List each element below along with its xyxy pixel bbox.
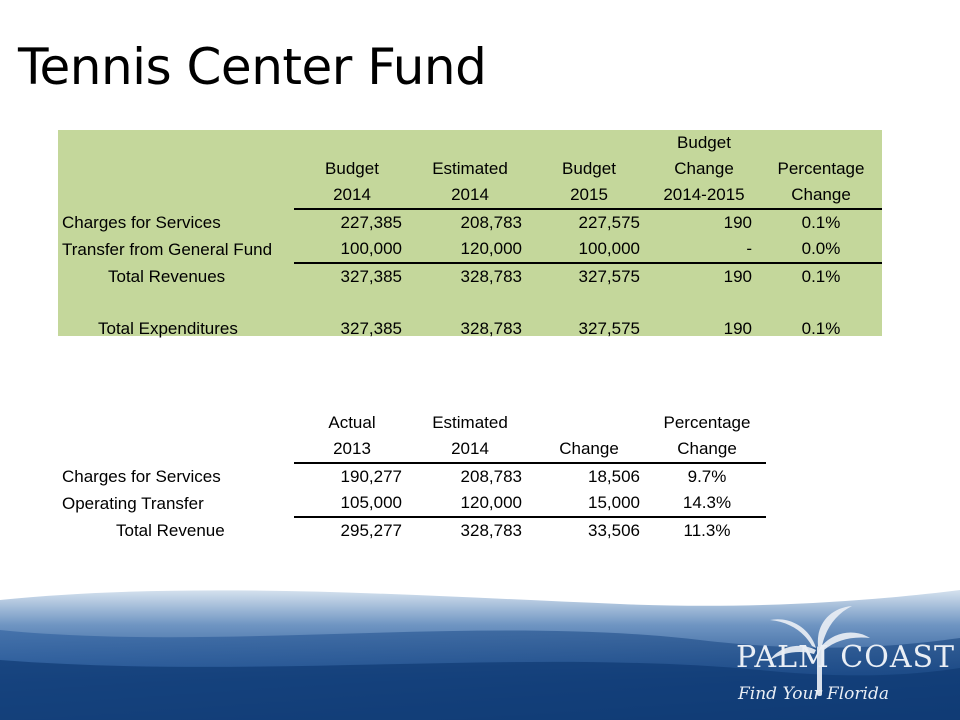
header-cell: 2014-2015	[663, 185, 745, 204]
table-cell: 15,000	[588, 493, 640, 512]
table-cell: 190	[648, 209, 760, 236]
header-cell: Budget	[325, 159, 379, 178]
table-cell: -	[746, 239, 752, 258]
table-cell: 208,783	[410, 209, 530, 236]
table-row	[58, 490, 766, 517]
slide-title: Tennis Center Fund	[18, 38, 487, 96]
header-cell: Actual	[328, 413, 376, 432]
table-cell: 327,575	[578, 319, 640, 338]
header-cell	[760, 130, 882, 156]
table-cell: 327,575	[530, 263, 648, 290]
table-row-total	[58, 517, 766, 544]
header-cell: 2014	[451, 185, 489, 204]
logo-tagline: Find Your Florida	[738, 684, 889, 704]
header-cell: Change	[559, 439, 619, 458]
table-cell: 190,277	[294, 463, 410, 490]
table-cell: 14.3%	[682, 493, 732, 512]
table-cell: 0.0%	[801, 239, 841, 258]
header-cell	[530, 410, 648, 436]
row-label: Operating Transfer	[62, 493, 204, 513]
table-cell: 120,000	[460, 239, 522, 258]
header-cell: Percentage	[777, 159, 865, 178]
header-cell: 2015	[570, 185, 608, 204]
header-cell: Budget	[677, 133, 731, 152]
table-cell: 9.7%	[648, 463, 766, 490]
table-cell: 295,277	[294, 517, 410, 544]
table-cell: 208,783	[410, 463, 530, 490]
header-cell: 2014	[333, 185, 371, 204]
header-cell: Change	[791, 185, 851, 204]
table-row	[58, 236, 882, 263]
header-cell	[58, 436, 294, 463]
table-cell: 227,385	[294, 209, 410, 236]
header-cell	[58, 182, 294, 209]
table-row	[58, 209, 882, 236]
table-cell: 328,783	[410, 517, 530, 544]
header-cell	[58, 156, 294, 182]
revenue-header-row-2	[58, 436, 766, 463]
header-cell	[58, 410, 294, 436]
header-cell: 2014	[451, 439, 489, 458]
header-cell	[58, 130, 294, 156]
table-row-total	[58, 316, 882, 342]
header-cell: Budget	[562, 159, 616, 178]
budget-header-row-3	[58, 182, 882, 209]
row-label: Transfer from General Fund	[62, 239, 273, 259]
header-cell: Change	[677, 439, 737, 458]
table-cell: 33,506	[530, 517, 648, 544]
table-cell: 327,385	[340, 319, 402, 338]
budget-header-row-1	[58, 130, 882, 156]
row-label: Total Revenue	[116, 520, 225, 540]
row-label: Total Revenues	[108, 266, 226, 286]
table-cell: 100,000	[578, 239, 640, 258]
header-cell	[530, 130, 648, 156]
table-cell: 227,575	[530, 209, 648, 236]
budget-table	[58, 130, 882, 336]
table-cell: 190	[648, 263, 760, 290]
table-cell: 105,000	[340, 493, 402, 512]
table-cell: 11.3%	[648, 517, 766, 544]
row-label: Total Expenditures	[98, 319, 238, 338]
row-label: Charges for Services	[62, 212, 221, 232]
budget-header-row-2	[58, 156, 882, 182]
table-row	[58, 463, 766, 490]
table-cell: 327,385	[294, 263, 410, 290]
header-cell: Estimated	[432, 159, 508, 178]
header-cell: Percentage	[663, 413, 751, 432]
revenue-table	[58, 410, 778, 540]
table-cell: 190	[723, 319, 752, 338]
row-label: Charges for Services	[62, 466, 221, 486]
header-cell: 2013	[333, 439, 371, 458]
table-cell: 0.1%	[801, 319, 841, 338]
spacer-row	[58, 290, 882, 316]
table-cell: 328,783	[410, 263, 530, 290]
header-cell: Change	[674, 159, 734, 178]
header-cell: Estimated	[432, 413, 508, 432]
table-cell: 0.1%	[760, 263, 882, 290]
table-cell: 0.1%	[760, 209, 882, 236]
logo-name: PALM COAST	[736, 640, 956, 675]
table-row-total	[58, 263, 882, 290]
header-cell	[294, 130, 410, 156]
table-cell: 120,000	[460, 493, 522, 512]
table-cell: 328,783	[460, 319, 522, 338]
revenue-header-row-1	[58, 410, 766, 436]
table-cell: 100,000	[340, 239, 402, 258]
table-cell: 18,506	[530, 463, 648, 490]
header-cell	[410, 130, 530, 156]
